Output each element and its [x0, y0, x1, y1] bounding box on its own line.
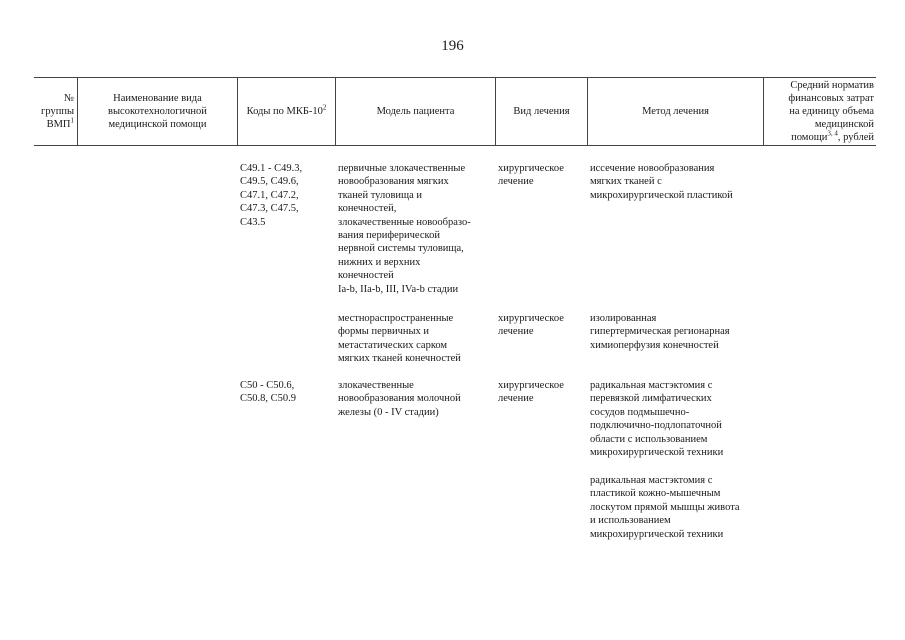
page-number: 196: [441, 38, 464, 54]
table-header: [34, 77, 876, 146]
row1-treatment-method: иссечение новообразования мягких тканей с микрохирургической пластикой: [590, 163, 733, 201]
row3-treatment-type: хирургическое лечение: [498, 380, 564, 405]
row2-treatment-method: изолированная гипертермическая регионарная химиоперфузия конечностей: [590, 313, 730, 351]
header-treatment-type: Вид лечения: [496, 78, 588, 145]
row1-treatment-type: хирургическое лечение: [498, 163, 564, 188]
row3-patient-model: злокачественные новообразования молочной железы (0 - IV стадии): [338, 380, 461, 418]
row1-patient-model: первичные злокачественные новообразования мягких тканей туловища и конечностей, злокачественные новообразо- вания периферической нервной системы туловища, нижних и верхних конечностей Ia-b, IIa-b, III, IVa-b стадии: [338, 163, 471, 295]
header-care-type: Наименование вида высокотехнологичной медицинской помощи: [78, 78, 238, 145]
treatment-table: [34, 77, 876, 566]
header-group-no: № группы ВМП$^1$: [34, 78, 78, 145]
header-patient-model: Модель пациента: [336, 78, 496, 145]
table-body: [34, 146, 876, 566]
row3-icd-codes: C50 - C50.6, C50.8, C50.9: [240, 380, 297, 405]
header-icd-codes: Коды по МКБ-$10^2$: [238, 78, 336, 145]
row3-treatment-method: радикальная мастэктомия с перевязкой лимфатических сосудов подмышечно- подключично-подлопаточной области с использованием микрохирургической техники: [590, 380, 724, 459]
row2-patient-model: местнораспространенные формы первичных и метастатических сарком мягких тканей конечностей: [338, 313, 461, 365]
row1-icd-codes: C49.1 - C49.3, C49.5, C49.6, C47.1, C47.2, C47.3, C47.5, C43.5: [240, 163, 303, 228]
row4-treatment-method: радикальная мастэктомия с пластикой кожно-мышечным лоскутом прямой мышцы живота и использованием микрохирургической техники: [590, 475, 740, 540]
row2-treatment-type: хирургическое лечение: [498, 313, 564, 338]
header-cost-norm: Средний норматив финансовых затрат на единицу объема медицинской помощи$^{3, 4}$, рублей: [788, 80, 874, 143]
header-treatment-method: Метод лечения: [588, 78, 764, 145]
